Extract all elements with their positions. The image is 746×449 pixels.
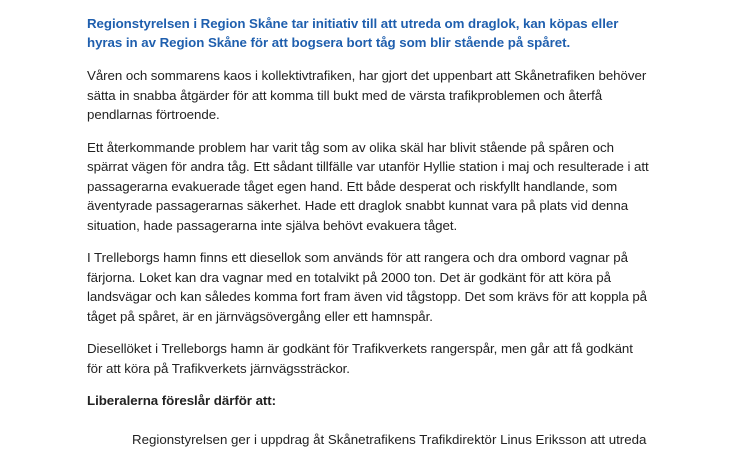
paragraph-line: Ett återkommande problem har varit tåg som av olika skäl har blivit stående på spåren och bbox=[87, 138, 677, 158]
paragraph-line: Diesellöket i Trelleborgs hamn är godkänt för Trafikverkets rangerspår, men går att få godkänt bbox=[87, 339, 677, 359]
paragraph-line: spärrat vägen för andra tåg. Ett sådant tillfälle var utanför Hyllie station i maj och resulterade i att bbox=[87, 157, 677, 177]
paragraph-line: tåget på spåret, är en järnvägsövergång eller ett hamnspår. bbox=[87, 307, 677, 327]
proposal-heading: Liberalerna föreslår därför att: bbox=[87, 391, 677, 411]
lead-line: hyras in av Region Skåne för att bogsera bort tåg som blir stående på spåret. bbox=[87, 33, 677, 52]
paragraph-line: äventyrade passagerarnas säkerhet. Hade ett draglok snabbt kunnat vara på plats vid denna bbox=[87, 196, 677, 216]
paragraph-approval bbox=[87, 339, 677, 378]
paragraph-trelleborg bbox=[87, 248, 677, 326]
paragraph-intro bbox=[87, 66, 677, 125]
document-body bbox=[87, 14, 677, 449]
paragraph-line: för att köra på Trafikverkets järnvägssträckor. bbox=[87, 359, 677, 379]
paragraph-line: I Trelleborgs hamn finns ett diesellok som används för att rangera och dra ombord vagnar på bbox=[87, 248, 677, 268]
lead-paragraph bbox=[87, 14, 677, 52]
paragraph-line: sätta in snabba åtgärder för att komma till bukt med de värsta trafikproblemen och återfå bbox=[87, 86, 677, 106]
paragraph-line: situation, hade passagerarna inte själva behövt evakuera tåget. bbox=[87, 216, 677, 236]
paragraph-line: landsvägar och kan således komma fort fram även vid tågstopp. Det som krävs för att koppla på bbox=[87, 287, 677, 307]
paragraph-line: pendlarnas förtroende. bbox=[87, 105, 677, 125]
proposal-list-item: Regionstyrelsen ger i uppdrag åt Skånetrafikens Trafikdirektör Linus Eriksson att utreda bbox=[87, 430, 677, 449]
lead-line: Regionstyrelsen i Region Skåne tar initiativ till att utreda om draglok, kan köpas eller bbox=[87, 14, 677, 33]
paragraph-line: passagerarna evakuerade tåget egen hand. Ett både desperat och riskfyllt handlande, som bbox=[87, 177, 677, 197]
paragraph-line: färjorna. Loket kan dra vagnar med en totalvikt på 2000 ton. Det är godkänt för att köra på bbox=[87, 268, 677, 288]
paragraph-problem bbox=[87, 138, 677, 236]
paragraph-line: Våren och sommarens kaos i kollektivtrafiken, har gjort det uppenbart att Skånetrafiken behöver bbox=[87, 66, 677, 86]
